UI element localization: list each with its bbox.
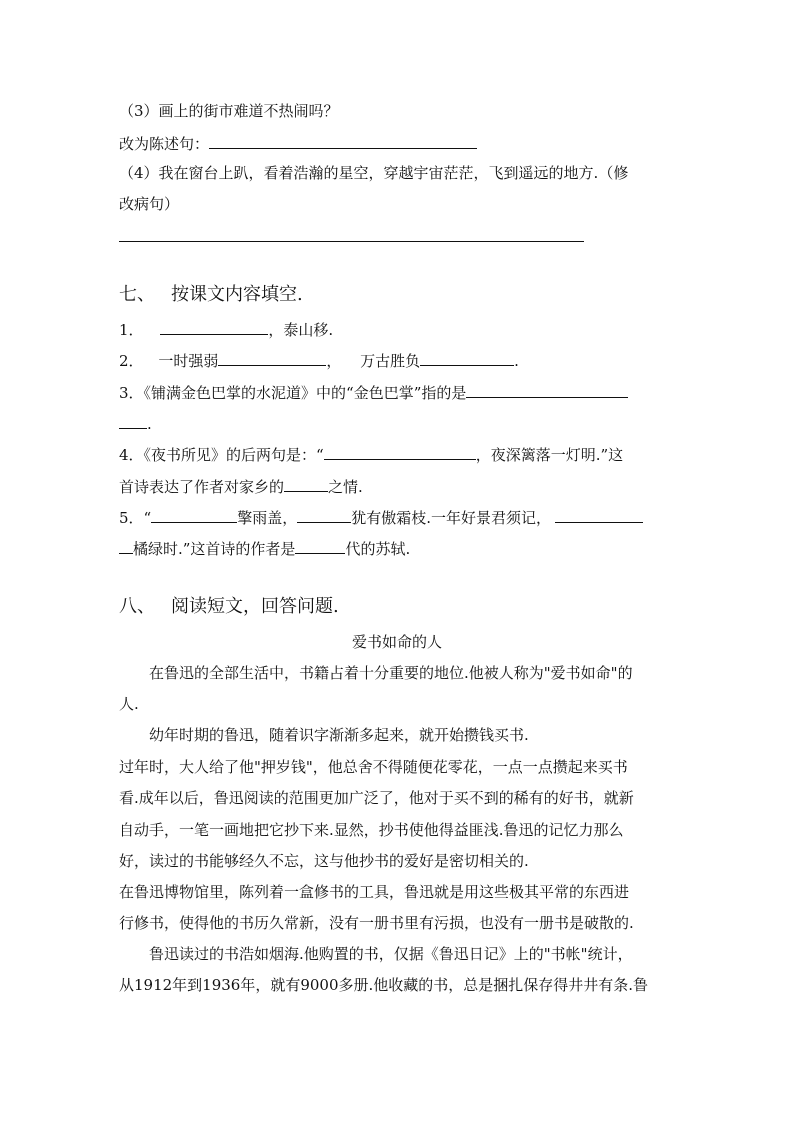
question-6-4-line1: （4）我在窗台上趴，看着浩瀚的星空，穿越宇宙茫茫，飞到遥远的地方.（修 [119,164,629,182]
passage-line: 从1912年到1936年，就有9000多册.他收藏的书，总是捆扎保存得井井有条.鲁 [119,976,649,994]
fill-blank[interactable] [151,508,237,523]
fill-blank[interactable] [466,383,628,398]
answer-line[interactable] [119,241,584,242]
passage-line: 幼年时期的鲁迅，随着识字渐渐多起来，就开始攒钱买书. [149,726,529,744]
passage-line: 鲁迅读过的书浩如烟海.他购置的书，仅据《鲁迅日记》上的"书帐"统计， [149,945,633,963]
item-text: ， [326,352,342,370]
item-number: 1． [119,321,144,339]
item-text: 首诗表达了作者对家乡的 [119,478,285,496]
fill-blank[interactable] [295,539,345,554]
item-text: 之情. [328,478,363,496]
fill-blank[interactable] [555,508,643,523]
fill-item-3-cont [119,414,152,434]
item-text: 擎雨盖， [237,509,298,527]
fill-blank[interactable] [324,445,476,460]
section-number: 七、 [119,284,155,305]
item-text: 4．《夜书所见》的后两句是：“ [119,446,324,464]
item-text: ，夜深篱落一灯明.”这 [475,446,624,464]
answer-label: 改为陈述句： [119,135,210,153]
section-7-heading [119,283,303,307]
item-text: ，泰山移. [268,321,334,339]
fill-item-4-cont [119,477,363,497]
section-8-heading [119,595,339,619]
question-6-3: （3）画上的街市难道不热闹吗？ [119,102,339,120]
passage-title: 爱书如命的人 [351,633,442,651]
passage-line: 过年时，大人给了他"押岁钱"，他总舍不得随便花零花，一点一点攒起来买书 [119,758,628,776]
item-number: 2． [119,352,144,370]
section-title: 阅读短文，回答问题. [171,596,339,617]
section-number: 八、 [119,596,155,617]
passage-line: 在鲁迅的全部生活中，书籍占着十分重要的地位.他被人称为"爱书如命"的 [149,664,633,682]
fill-item-4 [119,445,623,465]
passage-line: 人. [119,695,139,713]
fill-item-1 [119,320,333,340]
fill-blank[interactable] [119,414,147,429]
question-6-4-line2: 改病句） [119,195,180,213]
item-text: 犹有傲霜枝.一年好景君须记， [351,509,552,527]
fill-blank[interactable] [284,477,328,492]
fill-item-2 [119,351,519,371]
fill-item-5 [119,508,643,528]
answer-blank[interactable] [209,134,477,149]
fill-blank[interactable] [297,508,351,523]
item-text: 代的苏轼. [345,540,411,558]
passage-line: 看.成年以后，鲁迅阅读的范围更加广泛了，他对于买不到的稀有的好书，就新 [119,789,634,807]
fill-blank[interactable] [119,539,133,554]
item-text: 3．《铺满金色巴掌的水泥道》中的“金色巴掌”指的是 [119,384,467,402]
fill-item-5-cont [119,539,410,559]
item-text: 5．“ [119,509,152,527]
section-title: 按课文内容填空. [171,284,303,305]
passage-line: 行修书，使得他的书历久常新，没有一册书里有污损，也没有一册书是破散的. [119,914,634,932]
passage-line: 好，读过的书能够经久不忘，这与他抄书的爱好是密切相关的. [119,852,529,870]
item-text: 一时强弱 [158,352,219,370]
fill-item-3 [119,383,628,403]
fill-blank[interactable] [420,351,514,366]
item-text: . [514,352,519,370]
item-text: . [147,415,152,433]
item-text: 万古胜负 [360,352,421,370]
passage-line: 自动手，一笔一画地把它抄下来.显然，抄书使他得益匪浅.鲁迅的记忆力那么 [119,821,624,839]
fill-blank[interactable] [218,351,326,366]
question-6-3-answer [119,134,477,154]
fill-blank[interactable] [160,320,268,335]
passage-line: 在鲁迅博物馆里，陈列着一盒修书的工具，鲁迅就是用这些极其平常的东西进 [119,883,630,901]
item-text: 橘绿时.”这首诗的作者是 [133,540,296,558]
